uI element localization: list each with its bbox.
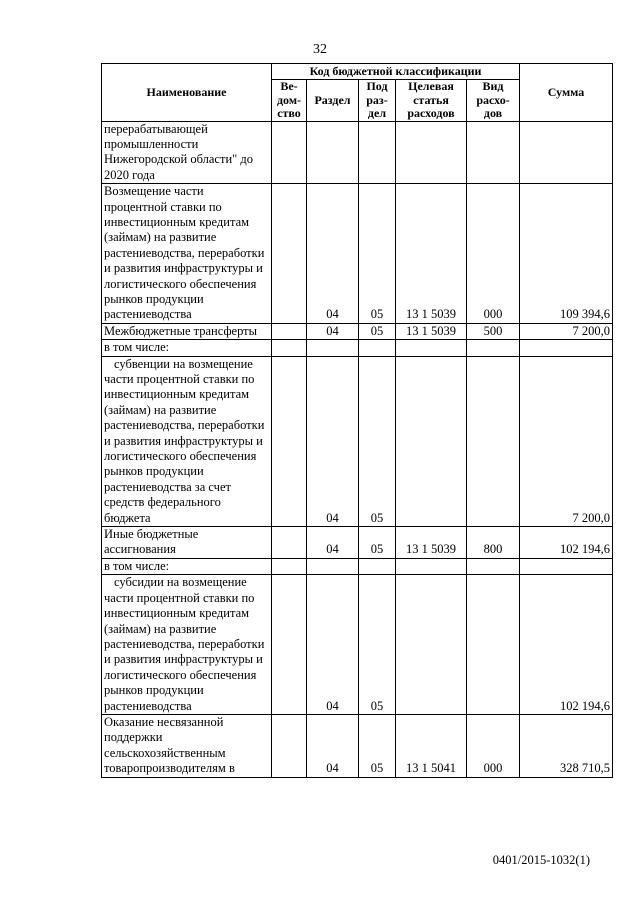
- target-cell: [396, 575, 467, 715]
- table-row: [102, 714, 613, 777]
- name-cell: в том числе:: [102, 340, 272, 356]
- table-body: [102, 121, 613, 777]
- podrazdel-cell: [359, 558, 396, 574]
- razdel-cell: 04: [307, 323, 359, 339]
- target-cell: [396, 558, 467, 574]
- vid-cell: [467, 558, 520, 574]
- sum-cell: 109 394,6: [520, 184, 613, 324]
- vid-cell: 800: [467, 527, 520, 559]
- vid-cell: 000: [467, 184, 520, 324]
- sum-cell: [520, 340, 613, 356]
- document-code: 0401/2015-1032(1): [492, 853, 590, 867]
- razdel-cell: 04: [307, 575, 359, 715]
- sum-cell: 7 200,0: [520, 323, 613, 339]
- sum-cell: 7 200,0: [520, 356, 613, 526]
- table-row: [102, 356, 613, 526]
- vedomstvo-cell: [272, 340, 307, 356]
- target-cell: 13 1 5039: [396, 323, 467, 339]
- header-sum: Сумма: [520, 64, 613, 122]
- sum-cell: 102 194,6: [520, 527, 613, 559]
- table-row: [102, 323, 613, 339]
- name-cell: Возмещение части процентной ставки по инвестиционным кредитам (займам) на развитие растениеводства, переработки и развития инфраструктуры и логистического обеспечения рынков продукции растениеводства: [102, 184, 272, 324]
- podrazdel-cell: 05: [359, 714, 396, 777]
- vid-cell: [467, 356, 520, 526]
- name-cell: Иные бюджетные ассигнования: [102, 527, 272, 559]
- podrazdel-cell: [359, 121, 396, 184]
- vedomstvo-cell: [272, 527, 307, 559]
- table-row: [102, 575, 613, 715]
- target-cell: [396, 121, 467, 184]
- target-cell: [396, 340, 467, 356]
- razdel-cell: [307, 121, 359, 184]
- table-row: [102, 558, 613, 574]
- razdel-cell: 04: [307, 356, 359, 526]
- sum-cell: 328 710,5: [520, 714, 613, 777]
- header-vid: [467, 80, 520, 122]
- podrazdel-cell: 05: [359, 323, 396, 339]
- podrazdel-cell: 05: [359, 527, 396, 559]
- header-vid-text: Вид расхо- дов: [476, 79, 510, 120]
- name-cell: субвенции на возмещение части процентной ставки по инвестиционным кредитам (займам) на развитие растениеводства, переработки и развития инфраструктуры и логистического обеспечения рынков продукции растениеводства за счет средств федерального бюджета: [102, 356, 272, 526]
- vedomstvo-cell: [272, 356, 307, 526]
- target-cell: [396, 356, 467, 526]
- name-cell: Оказание несвязанной поддержки сельскохозяйственным товаропроизводителям в: [102, 714, 272, 777]
- sum-cell: [520, 121, 613, 184]
- vid-cell: 000: [467, 714, 520, 777]
- podrazdel-cell: [359, 340, 396, 356]
- vedomstvo-cell: [272, 323, 307, 339]
- target-cell: 13 1 5041: [396, 714, 467, 777]
- header-vedomstvo: [272, 80, 307, 122]
- vedomstvo-cell: [272, 121, 307, 184]
- vid-cell: [467, 575, 520, 715]
- razdel-cell: [307, 558, 359, 574]
- header-target-text: Целевая статья расходов: [407, 79, 455, 120]
- page-number: 32: [313, 42, 327, 57]
- vid-cell: 500: [467, 323, 520, 339]
- sum-cell: [520, 558, 613, 574]
- header-code-group: Код бюджетной классификации: [272, 64, 520, 80]
- vedomstvo-cell: [272, 575, 307, 715]
- vid-cell: [467, 121, 520, 184]
- podrazdel-cell: 05: [359, 356, 396, 526]
- header-razdel: Раздел: [307, 80, 359, 122]
- sum-cell: 102 194,6: [520, 575, 613, 715]
- name-cell: субсидии на возмещение части процентной ставки по инвестиционным кредитам (займам) на развитие растениеводства, переработки и развития инфраструктуры и логистического обеспечения рынков продукции растениеводства: [102, 575, 272, 715]
- table-row: [102, 527, 613, 559]
- table-header: [102, 64, 613, 122]
- name-cell: в том числе:: [102, 558, 272, 574]
- razdel-cell: 04: [307, 714, 359, 777]
- razdel-cell: 04: [307, 184, 359, 324]
- vedomstvo-cell: [272, 714, 307, 777]
- table-row: [102, 184, 613, 324]
- target-cell: 13 1 5039: [396, 527, 467, 559]
- podrazdel-cell: 05: [359, 575, 396, 715]
- header-podrazdel-text: Под раз- дел: [366, 79, 388, 120]
- target-cell: 13 1 5039: [396, 184, 467, 324]
- header-vedomstvo-text: Ве- дом- ство: [276, 79, 301, 120]
- vedomstvo-cell: [272, 184, 307, 324]
- budget-table: [101, 63, 613, 778]
- header-target: [396, 80, 467, 122]
- header-podrazdel: [359, 80, 396, 122]
- name-cell: перерабатывающей промышленности Нижегородской области" до 2020 года: [102, 121, 272, 184]
- vid-cell: [467, 340, 520, 356]
- table-row: [102, 340, 613, 356]
- razdel-cell: [307, 340, 359, 356]
- razdel-cell: 04: [307, 527, 359, 559]
- header-name: Наименование: [102, 64, 272, 122]
- table-row: [102, 121, 613, 184]
- vedomstvo-cell: [272, 558, 307, 574]
- name-cell: Межбюджетные трансферты: [102, 323, 272, 339]
- podrazdel-cell: 05: [359, 184, 396, 324]
